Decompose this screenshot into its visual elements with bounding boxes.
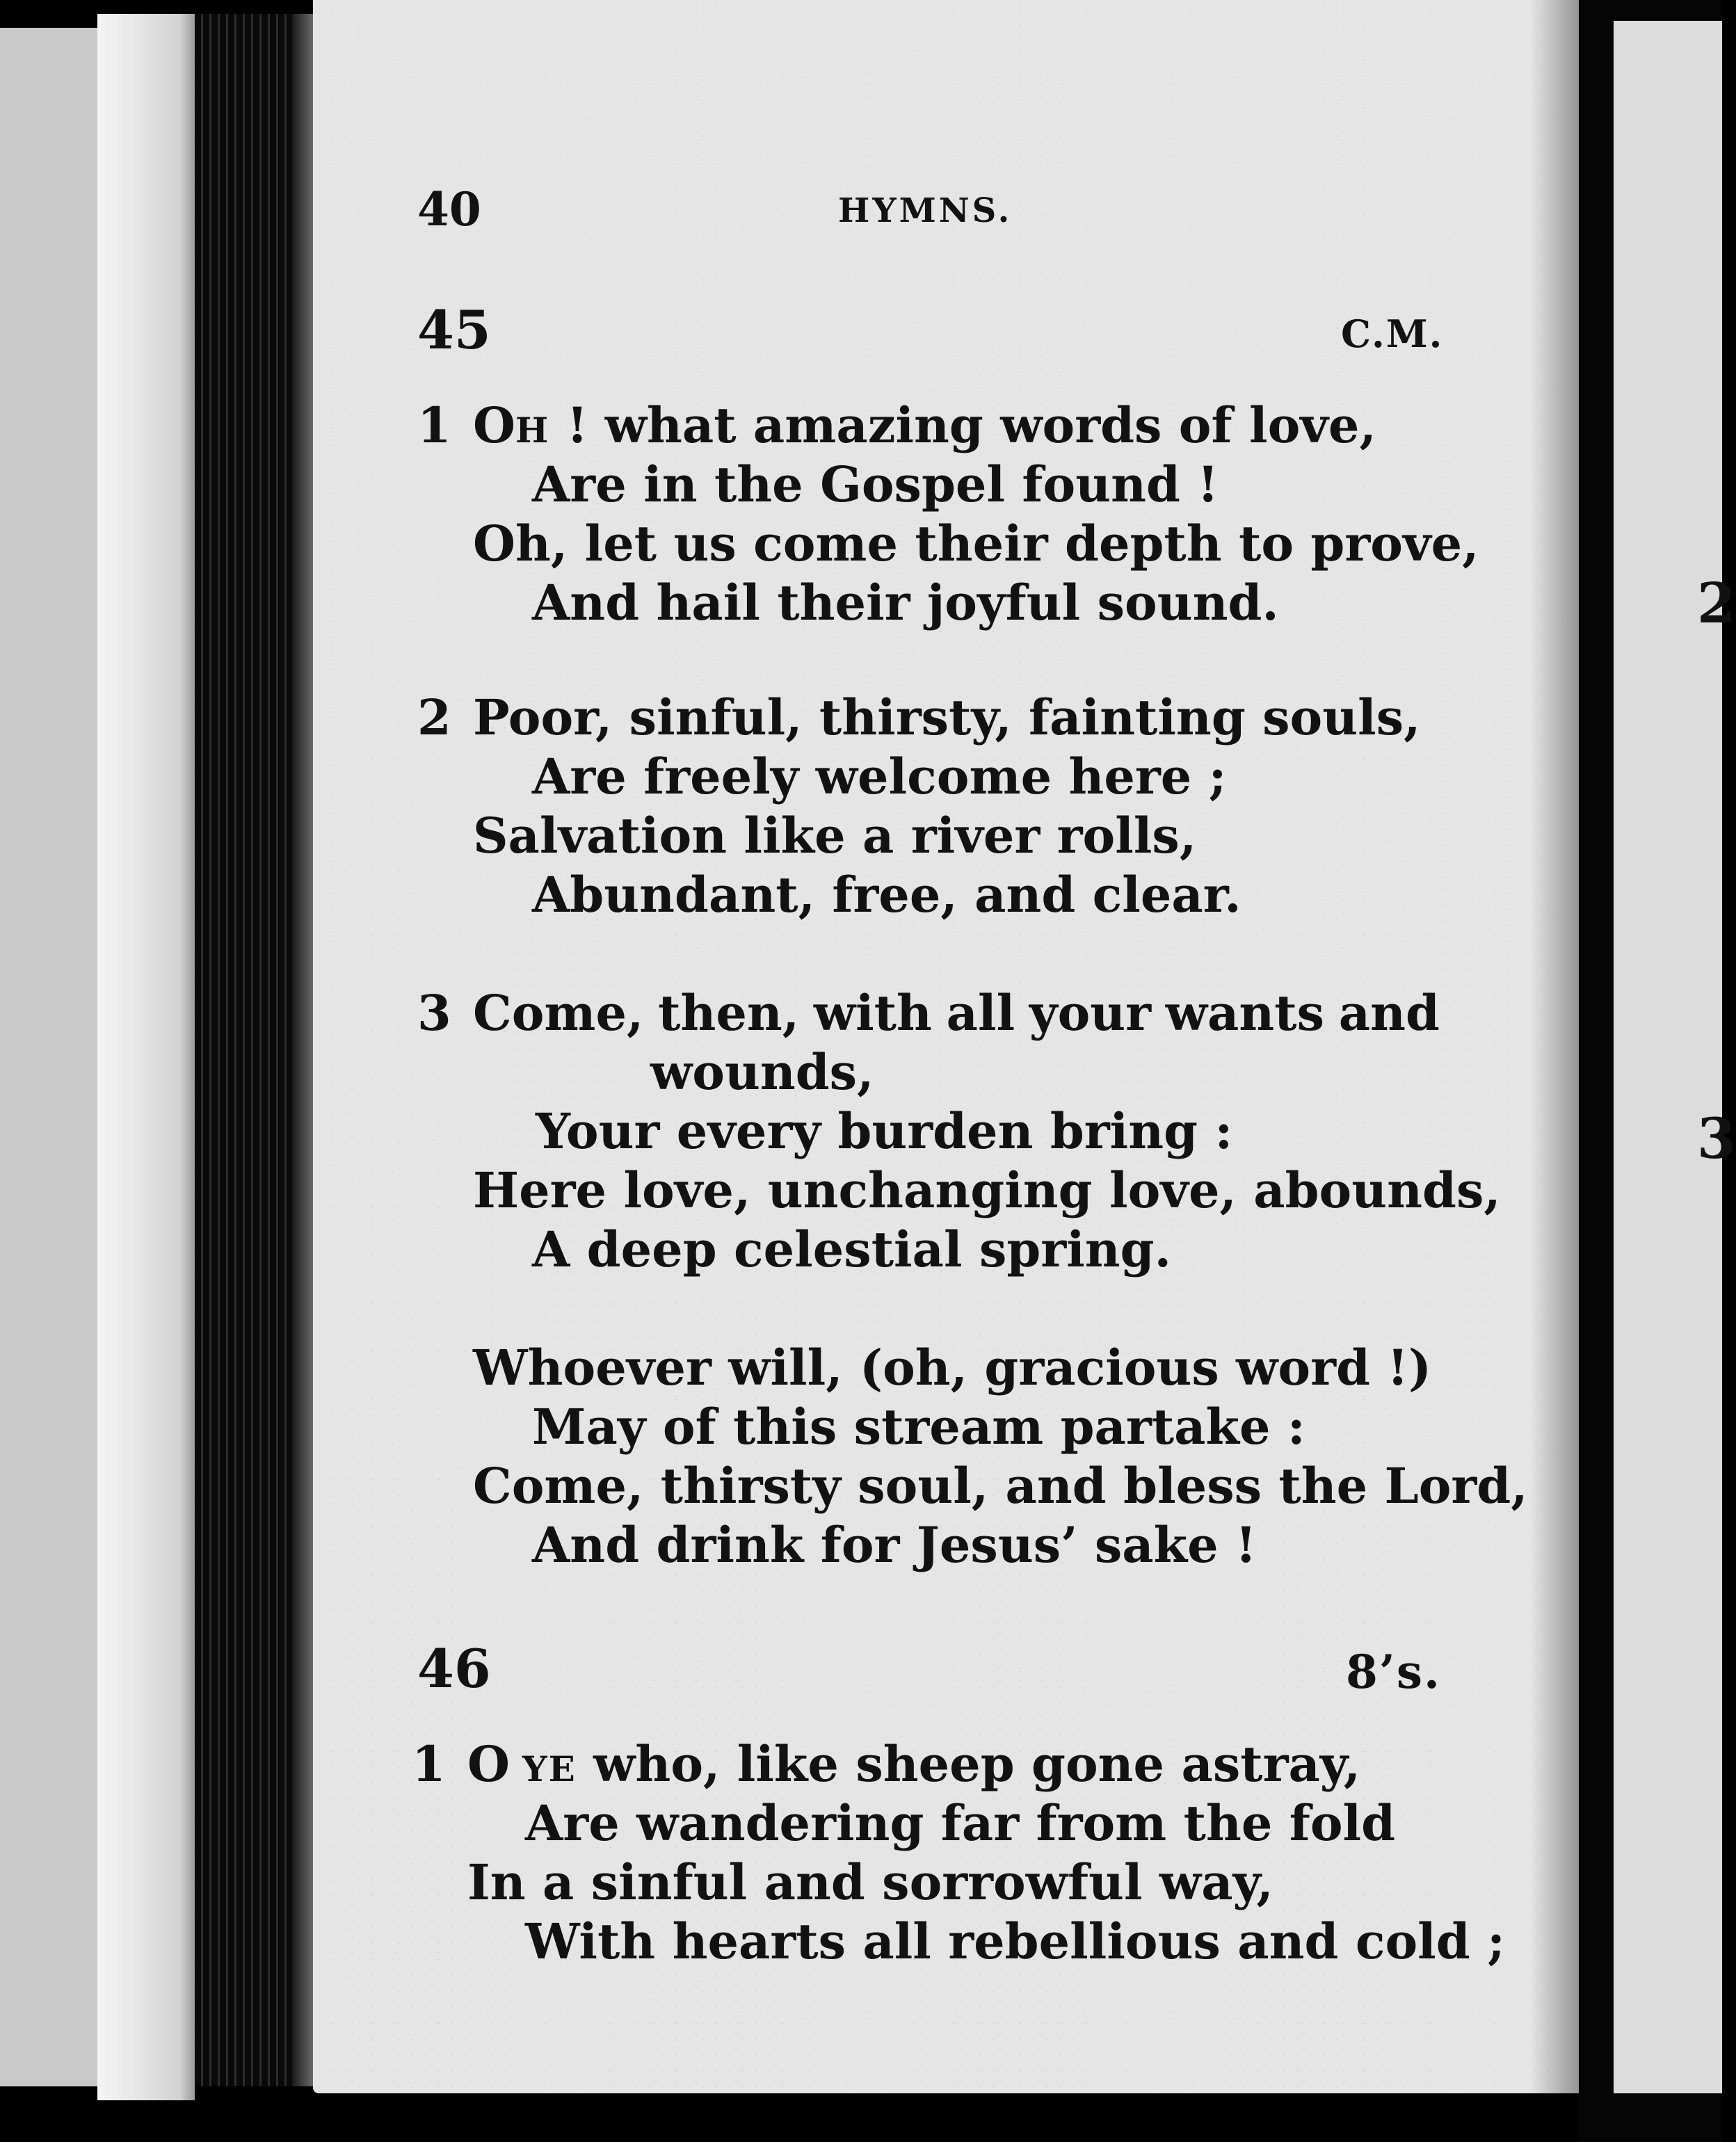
stanza-line: Your every burden bring : — [536, 1102, 1233, 1160]
stanza-line: Are in the Gospel found ! — [532, 456, 1219, 513]
hymn-number: 45 — [417, 299, 491, 361]
stanza-line-justified — [473, 984, 1440, 1042]
stanza-line: With hearts all rebellious and cold ; — [525, 1912, 1505, 1970]
stanza-line: Oh, let us come their depth to prove, — [473, 515, 1479, 572]
stanza-line: And hail their joyful sound. — [532, 574, 1279, 631]
stanza-line — [473, 396, 1376, 454]
next-page-glyph: 3 — [1697, 1106, 1736, 1171]
stanza-line: A deep celestial spring. — [532, 1221, 1171, 1278]
next-page-glyph: 2 — [1697, 570, 1736, 636]
stanza-line: May of this stream partake : — [532, 1398, 1305, 1456]
line-word: your — [1029, 984, 1152, 1042]
stanza-number: 2 — [417, 688, 451, 746]
line-word: with — [813, 984, 932, 1042]
line-text: who, like sheep gone astray, — [576, 1735, 1361, 1793]
line-text: ! what amazing words of love, — [549, 396, 1376, 454]
stanza-line: Here love, unchanging love, abounds, — [473, 1161, 1501, 1219]
drop-initial: O — [467, 1735, 510, 1793]
running-head: HYMNS. — [838, 191, 1013, 230]
hymn-meter: 8’s. — [1346, 1645, 1442, 1699]
stanza-line: And drink for Jesus’ sake ! — [532, 1516, 1257, 1574]
next-page-edge — [1614, 21, 1722, 2093]
book-edge-outer — [0, 28, 97, 2086]
stanza-number: 3 — [417, 984, 451, 1042]
stanza-line: Salvation like a river rolls, — [473, 807, 1197, 864]
stanza-line: wounds, — [650, 1043, 874, 1101]
small-caps-word: H — [515, 410, 550, 451]
stanza-line — [467, 1735, 1360, 1793]
stanza-line: Come, thirsty soul, and bless the Lord, — [473, 1457, 1528, 1515]
hymn-number: 46 — [417, 1638, 491, 1700]
book-page-stack — [195, 14, 292, 2086]
small-caps-word: YE — [522, 1748, 577, 1789]
stanza-line: Are wandering far from the fold — [525, 1794, 1396, 1852]
line-word: then, — [658, 984, 800, 1042]
line-word: and — [1338, 984, 1440, 1042]
stanza-line: Poor, sinful, thirsty, fainting souls, — [473, 688, 1421, 746]
stanza-line: In a sinful and sorrowful way, — [467, 1853, 1273, 1911]
line-word: wants — [1165, 984, 1325, 1042]
book-edge-light — [97, 14, 195, 2100]
page-fold-shadow — [1530, 0, 1579, 2093]
page-number: 40 — [417, 182, 481, 236]
stanza-line: Abundant, free, and clear. — [532, 866, 1241, 924]
stanza-line: Are freely welcome here ; — [532, 748, 1227, 805]
hymn-meter: C.M. — [1341, 312, 1444, 356]
book-gutter — [292, 14, 313, 2086]
line-word: all — [946, 984, 1015, 1042]
stanza-number: 1 — [417, 396, 451, 454]
stanza-number: 1 — [412, 1735, 446, 1793]
stanza-line: Whoever will, (oh, gracious word !) — [473, 1339, 1432, 1396]
drop-initial: O — [473, 396, 515, 454]
line-word: Come, — [473, 984, 644, 1042]
